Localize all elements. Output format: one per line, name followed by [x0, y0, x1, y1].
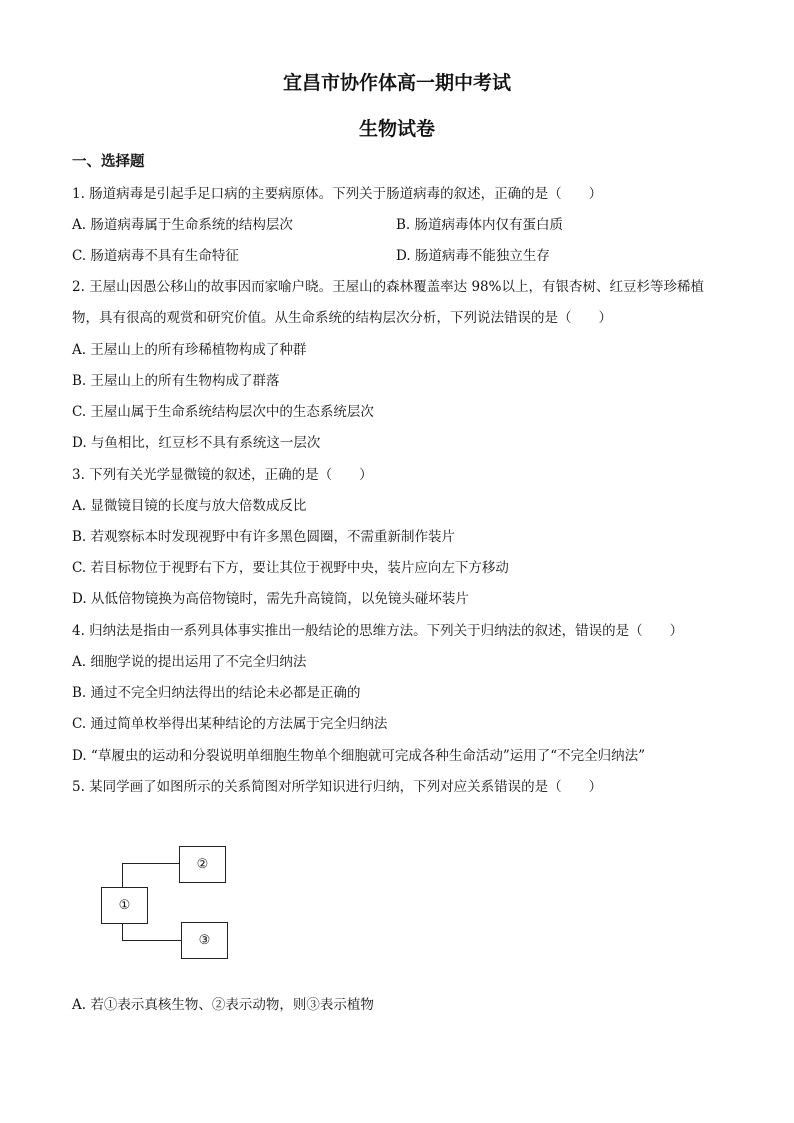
connector-horizontal-bottom [122, 940, 181, 941]
diagram-node-1: ① [101, 887, 148, 924]
diagram-node-3: ③ [181, 922, 228, 959]
question-1-option-c: C. 肠道病毒不具有生命特征 [72, 248, 239, 264]
question-3-option-b: B. 若观察标本时发现视野中有许多黑色圆圈，不需重新制作装片 [72, 529, 456, 545]
page-title: 宜昌市协作体高一期中考试 [282, 72, 511, 94]
question-3-stem: 3. 下列有关光学显微镜的叙述，正确的是（ ） [72, 467, 373, 483]
question-2-option-b: B. 王屋山上的所有生物构成了群落 [72, 373, 280, 389]
question-4-option-d: D. “草履虫的运动和分裂说明单细胞生物单个细胞就可完成各种生命活动”运用了“不完全归纳法” [72, 748, 646, 764]
question-4-option-c: C. 通过简单枚举得出某种结论的方法属于完全归纳法 [72, 716, 388, 732]
question-1-option-d: D. 肠道病毒不能独立生存 [396, 248, 550, 264]
question-1-option-a: A. 肠道病毒属于生命系统的结构层次 [72, 217, 293, 233]
question-4-option-a: A. 细胞学说的提出运用了不完全归纳法 [72, 654, 307, 670]
question-4-stem: 4. 归纳法是指由一系列具体事实推出一般结论的思维方法。下列关于归纳法的叙述，错误的是（ ） [72, 623, 684, 639]
question-4-option-b: B. 通过不完全归纳法得出的结论未必都是正确的 [72, 685, 361, 701]
question-5-option-a: A. 若①表示真核生物、②表示动物，则③表示植物 [72, 997, 374, 1013]
question-3-option-c: C. 若目标物位于视野右下方，要让其位于视野中央，装片应向左下方移动 [72, 560, 509, 576]
diagram-node-2: ② [179, 846, 226, 883]
question-3-option-a: A. 显微镜目镜的长度与放大倍数成反比 [72, 498, 307, 514]
connector-vertical-top [122, 863, 123, 887]
question-5-stem: 5. 某同学画了如图所示的关系简图对所学知识进行归纳，下列对应关系错误的是（ ） [72, 779, 603, 795]
question-3-option-d: D. 从低倍物镜换为高倍物镜时，需先升高镜筒，以免镜头碰坏装片 [72, 591, 469, 607]
question-2-stem-line2: 物，具有很高的观赏和研究价值。从生命系统的结构层次分析，下列说法错误的是（ ） [72, 310, 612, 326]
question-2-stem-line1: 2. 王屋山因愚公移山的故事因而家喻户晓。王屋山的森林覆盖率达 98%以上，有银杏树、红豆杉等珍稀植 [72, 279, 704, 295]
connector-vertical-bottom [122, 923, 123, 940]
section-heading: 一、选择题 [72, 153, 145, 170]
question-2-option-d: D. 与鱼相比，红豆杉不具有系统这一层次 [72, 435, 321, 451]
question-1-stem: 1. 肠道病毒是引起手足口病的主要病原体。下列关于肠道病毒的叙述，正确的是（ ） [72, 186, 603, 202]
page-subtitle: 生物试卷 [358, 118, 435, 140]
question-2-option-a: A. 王屋山上的所有珍稀植物构成了种群 [72, 342, 307, 358]
question-2-option-c: C. 王屋山属于生命系统结构层次中的生态系统层次 [72, 404, 374, 420]
question-1-option-b: B. 肠道病毒体内仅有蛋白质 [396, 217, 564, 233]
connector-horizontal-top [122, 863, 179, 864]
